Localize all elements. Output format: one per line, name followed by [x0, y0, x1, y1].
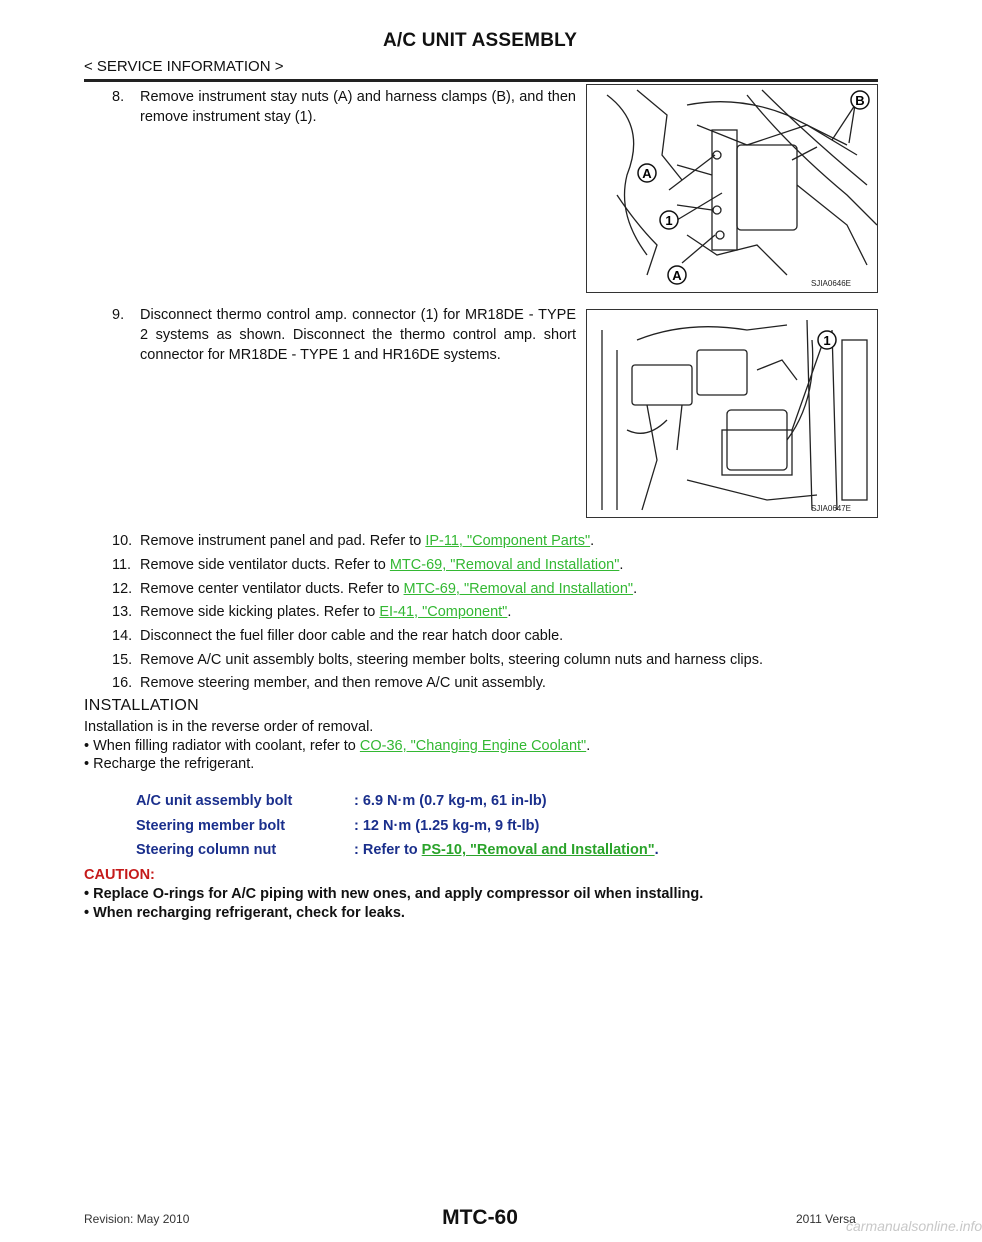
- step-text: Disconnect the fuel filler door cable and the rear hatch door cable.: [140, 628, 564, 644]
- step-number: 16.: [112, 675, 133, 691]
- caution-item: • Replace O-rings for A/C piping with new ones, and apply compressor oil when installing.: [84, 886, 704, 902]
- callout-1: 1: [665, 213, 673, 228]
- watermark: carmanualsonline.info: [846, 1218, 982, 1234]
- caution-item: • When recharging refrigerant, check for leaks.: [84, 905, 405, 921]
- spec-value: : 6.9 N·m (0.7 kg-m, 61 in-lb): [354, 793, 547, 809]
- step-number: 8.: [112, 89, 125, 105]
- link-mtc-69[interactable]: MTC-69, "Removal and Installation": [389, 557, 620, 573]
- link-mtc-69-b[interactable]: MTC-69, "Removal and Installation": [403, 581, 634, 597]
- page-number: MTC-60: [442, 1206, 518, 1229]
- step-number: 15.: [112, 652, 133, 668]
- step-text: Remove side ventilator ducts. Refer to: [140, 557, 390, 573]
- step-text: Remove side kicking plates. Refer to: [140, 604, 380, 620]
- installation-bullet-coolant: [84, 738, 590, 754]
- instrument-stay-illustration: [587, 85, 877, 292]
- step-number: 11.: [112, 557, 132, 573]
- step-text: Remove instrument stay nuts (A) and harness clamps (B), and then remove instrument stay (1).: [140, 89, 576, 125]
- thermo-connector-illustration: [587, 310, 877, 517]
- caution-title: CAUTION:: [84, 867, 155, 883]
- step-number: 13.: [112, 604, 133, 620]
- step-15: [112, 650, 763, 670]
- step-text-end: .: [507, 604, 512, 620]
- revision-date: Revision: May 2010: [84, 1212, 190, 1226]
- model-year: 2011 Versa: [796, 1212, 856, 1226]
- step-number: 10.: [112, 533, 133, 549]
- installation-intro: Installation is in the reverse order of removal.: [84, 719, 374, 735]
- spec-value-end: .: [654, 842, 659, 858]
- step-text: Disconnect thermo control amp. connector (1) for MR18DE - TYPE 2 systems as shown. Disconnect the thermo control amp. short connector for MR18DE - TYPE 1 and HR16DE systems.: [140, 307, 576, 363]
- step-16: [112, 673, 546, 693]
- installation-bullet-refrigerant: • Recharge the refrigerant.: [84, 756, 255, 772]
- step-13: [112, 602, 511, 622]
- figure-thermo-connector: [586, 309, 878, 518]
- step-number: 14.: [112, 628, 133, 644]
- section-breadcrumb: < SERVICE INFORMATION >: [84, 58, 284, 75]
- spec-value: : 12 N·m (1.25 kg-m, 9 ft-lb): [354, 818, 540, 834]
- bullet-text: • When filling radiator with coolant, refer to: [84, 738, 360, 754]
- link-ei-41[interactable]: EI-41, "Component": [379, 604, 508, 620]
- step-number: 9.: [112, 307, 125, 323]
- figure-instrument-stay: [586, 84, 878, 293]
- step-8: [112, 87, 576, 127]
- link-ps-10[interactable]: PS-10, "Removal and Installation": [421, 842, 655, 858]
- spec-value-text: : Refer to: [354, 842, 422, 858]
- step-11: [112, 555, 623, 575]
- step-text: Remove steering member, and then remove A/C unit assembly.: [140, 675, 546, 691]
- spec-label: A/C unit assembly bolt: [136, 793, 293, 809]
- link-ip-11[interactable]: IP-11, "Component Parts": [425, 533, 591, 549]
- callout-1: 1: [823, 333, 831, 348]
- step-number: 12.: [112, 581, 133, 597]
- figure-code: SJIA0646E: [810, 279, 851, 288]
- step-text: Remove A/C unit assembly bolts, steering member bolts, steering column nuts and harness clips.: [140, 652, 763, 668]
- callout-a-lower: A: [672, 268, 682, 283]
- step-14: [112, 626, 563, 646]
- step-9: [112, 305, 576, 365]
- step-12: [112, 579, 637, 599]
- header-rule: [84, 79, 878, 82]
- spec-label: Steering column nut: [136, 842, 277, 858]
- bullet-text-end: .: [586, 738, 591, 754]
- spec-value: [354, 842, 659, 858]
- link-co-36[interactable]: CO-36, "Changing Engine Coolant": [359, 738, 587, 754]
- installation-heading: INSTALLATION: [84, 697, 200, 714]
- step-10: [112, 531, 594, 551]
- step-text: Remove center ventilator ducts. Refer to: [140, 581, 404, 597]
- callout-b: B: [855, 93, 865, 108]
- step-text-end: .: [633, 581, 638, 597]
- step-text: Remove instrument panel and pad. Refer to: [140, 533, 426, 549]
- page-title: A/C UNIT ASSEMBLY: [382, 30, 578, 51]
- figure-code: SJIA0647E: [810, 504, 851, 513]
- step-text-end: .: [619, 557, 624, 573]
- callout-a: A: [642, 166, 652, 181]
- spec-label: Steering member bolt: [136, 818, 286, 834]
- step-text-end: .: [590, 533, 595, 549]
